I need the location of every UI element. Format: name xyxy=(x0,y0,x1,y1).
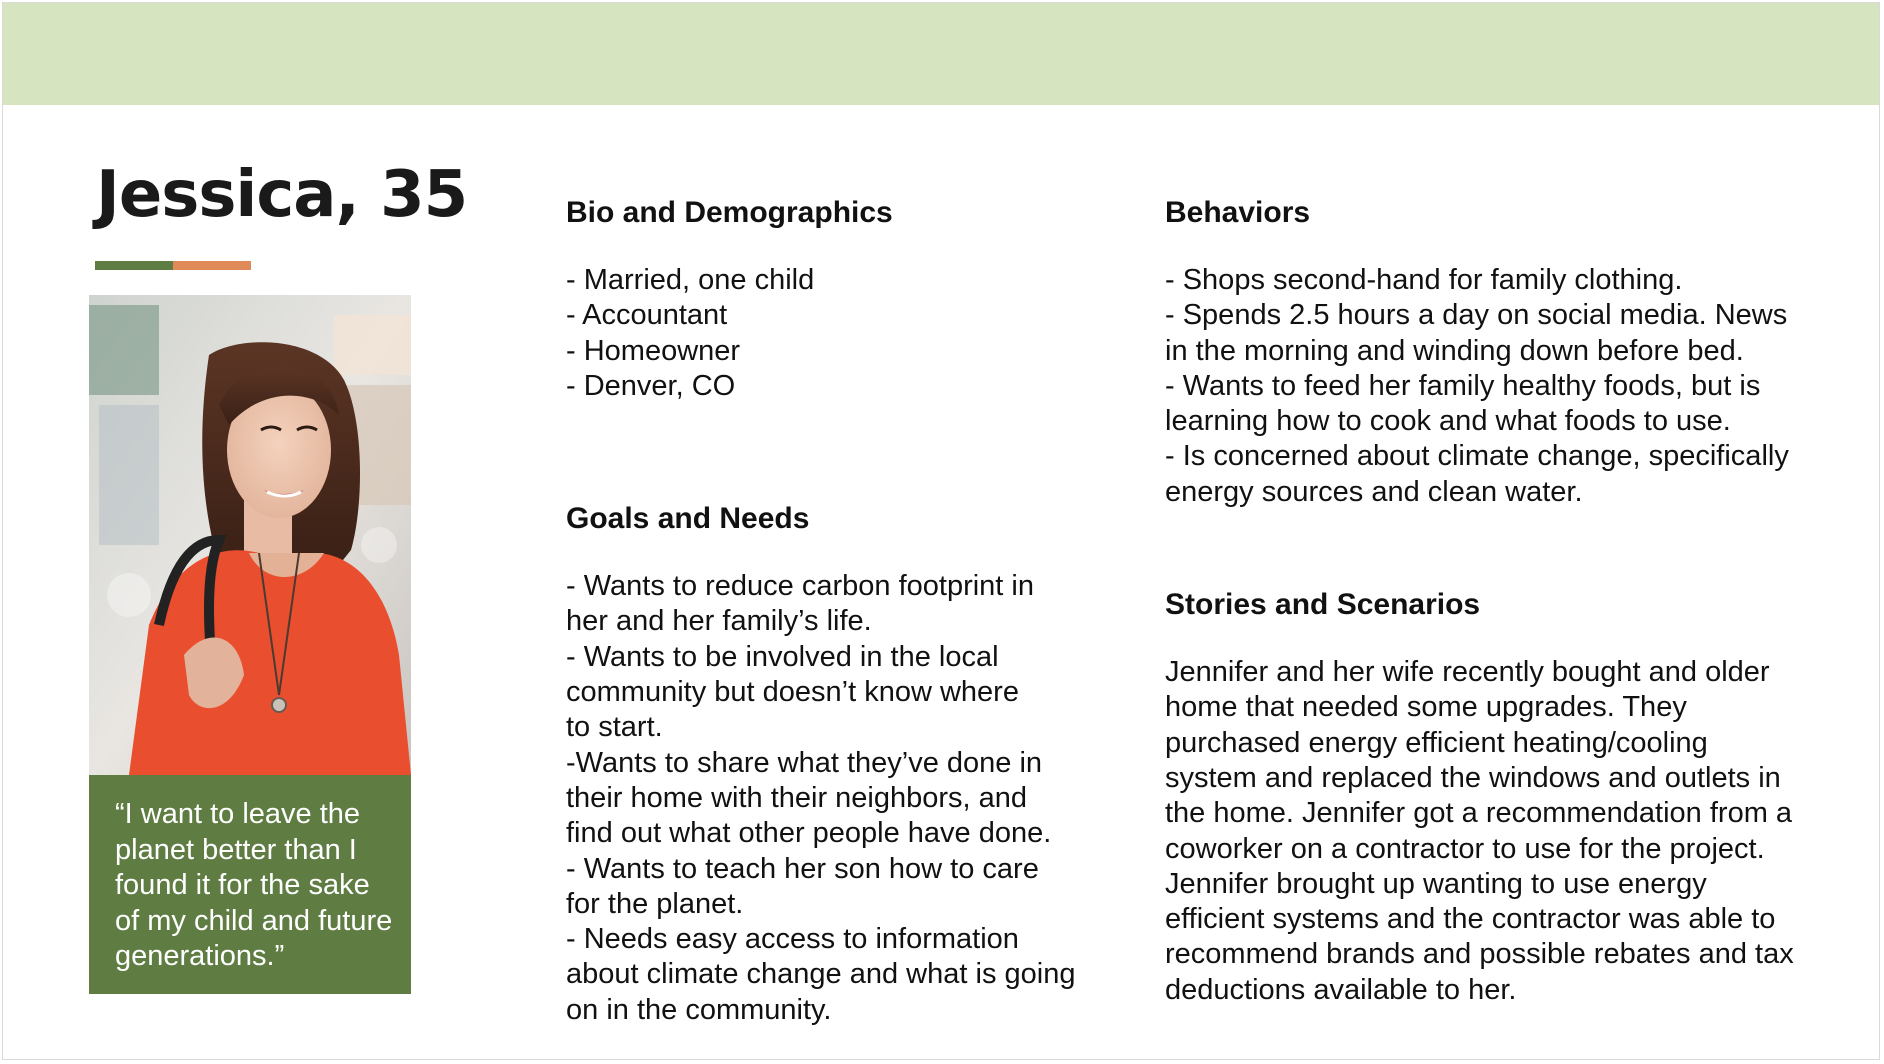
behaviors-heading: Behaviors xyxy=(1165,196,1311,229)
bio-item: - Accountant xyxy=(566,299,728,332)
stories-line: efficient systems and the contractor was able to xyxy=(1165,903,1776,936)
persona-slide xyxy=(2,2,1880,1060)
stories-line: deductions available to her. xyxy=(1165,973,1517,1006)
stories-line: home that needed some upgrades. They xyxy=(1165,691,1687,724)
quote-line: generations.” xyxy=(115,940,285,972)
goals-list xyxy=(566,569,1086,1028)
stories-line: Jennifer brought up wanting to use energy xyxy=(1165,867,1707,900)
goals-line: - Wants to be involved in the local xyxy=(566,640,999,673)
bio-item: - Homeowner xyxy=(566,334,741,367)
behaviors-line: - Is concerned about climate change, specifically xyxy=(1165,440,1789,473)
bio-item: - Denver, CO xyxy=(566,369,736,402)
quote-line: of my child and future xyxy=(115,904,393,937)
goals-line: community but doesn’t know where xyxy=(566,676,1019,709)
stories-line: Jennifer and her wife recently bought and older xyxy=(1165,656,1770,689)
goals-heading: Goals and Needs xyxy=(566,502,810,536)
goals-line: for the planet. xyxy=(566,887,744,920)
quote-line: planet better than I xyxy=(115,833,357,866)
accent-bar xyxy=(95,261,251,270)
behaviors-line: - Shops second-hand for family clothing. xyxy=(1165,264,1683,296)
bio-item: - Married, one child xyxy=(566,264,815,296)
goals-line: - Needs easy access to information xyxy=(566,923,1019,956)
quote-line: found it for the sake xyxy=(115,869,370,901)
portrait-photo-icon xyxy=(89,295,411,775)
stories-line: recommend brands and possible rebates and tax xyxy=(1165,938,1794,971)
behaviors-line: in the morning and winding down before bed. xyxy=(1165,334,1744,367)
goals-line: -Wants to share what they’ve done in xyxy=(566,746,1043,779)
behaviors-line: - Wants to feed her family healthy foods, but is xyxy=(1165,369,1761,402)
accent-bar-green xyxy=(95,261,173,270)
persona-name: Jessica, 35 xyxy=(96,158,468,232)
behaviors-line: learning how to cook and what foods to use. xyxy=(1165,405,1731,438)
persona-quote xyxy=(89,775,411,994)
accent-bar-orange xyxy=(173,261,251,270)
right-column xyxy=(1165,193,1805,1008)
goals-line: their home with their neighbors, and xyxy=(566,781,1028,814)
bio-list xyxy=(566,263,1086,404)
goals-line: on in the community. xyxy=(566,993,832,1026)
goals-line: - Wants to reduce carbon footprint in xyxy=(566,570,1034,603)
stories-paragraph xyxy=(1165,655,1805,1008)
goals-line: about climate change and what is going xyxy=(566,958,1076,991)
persona-photo xyxy=(89,295,411,775)
stories-heading: Stories and Scenarios xyxy=(1165,588,1481,622)
behaviors-line: energy sources and clean water. xyxy=(1165,475,1583,508)
middle-column xyxy=(566,193,1086,1028)
stories-line: system and replaced the windows and outlets in xyxy=(1165,761,1781,794)
goals-line: - Wants to teach her son how to care xyxy=(566,852,1039,885)
goals-line: to start. xyxy=(566,711,663,744)
goals-line: her and her family’s life. xyxy=(566,605,872,638)
behaviors-line: - Spends 2.5 hours a day on social media. News xyxy=(1165,299,1788,332)
stories-line: the home. Jennifer got a recommendation from a xyxy=(1165,797,1793,830)
behaviors-list xyxy=(1165,263,1805,510)
stories-line: purchased energy efficient heating/cooling xyxy=(1165,726,1708,759)
bio-heading: Bio and Demographics xyxy=(566,196,893,229)
stories-line: coworker on a contractor to use for the project. xyxy=(1165,832,1765,865)
goals-line: find out what other people have done. xyxy=(566,817,1052,850)
top-banner xyxy=(3,3,1879,105)
quote-line: “I want to leave the xyxy=(115,798,361,830)
